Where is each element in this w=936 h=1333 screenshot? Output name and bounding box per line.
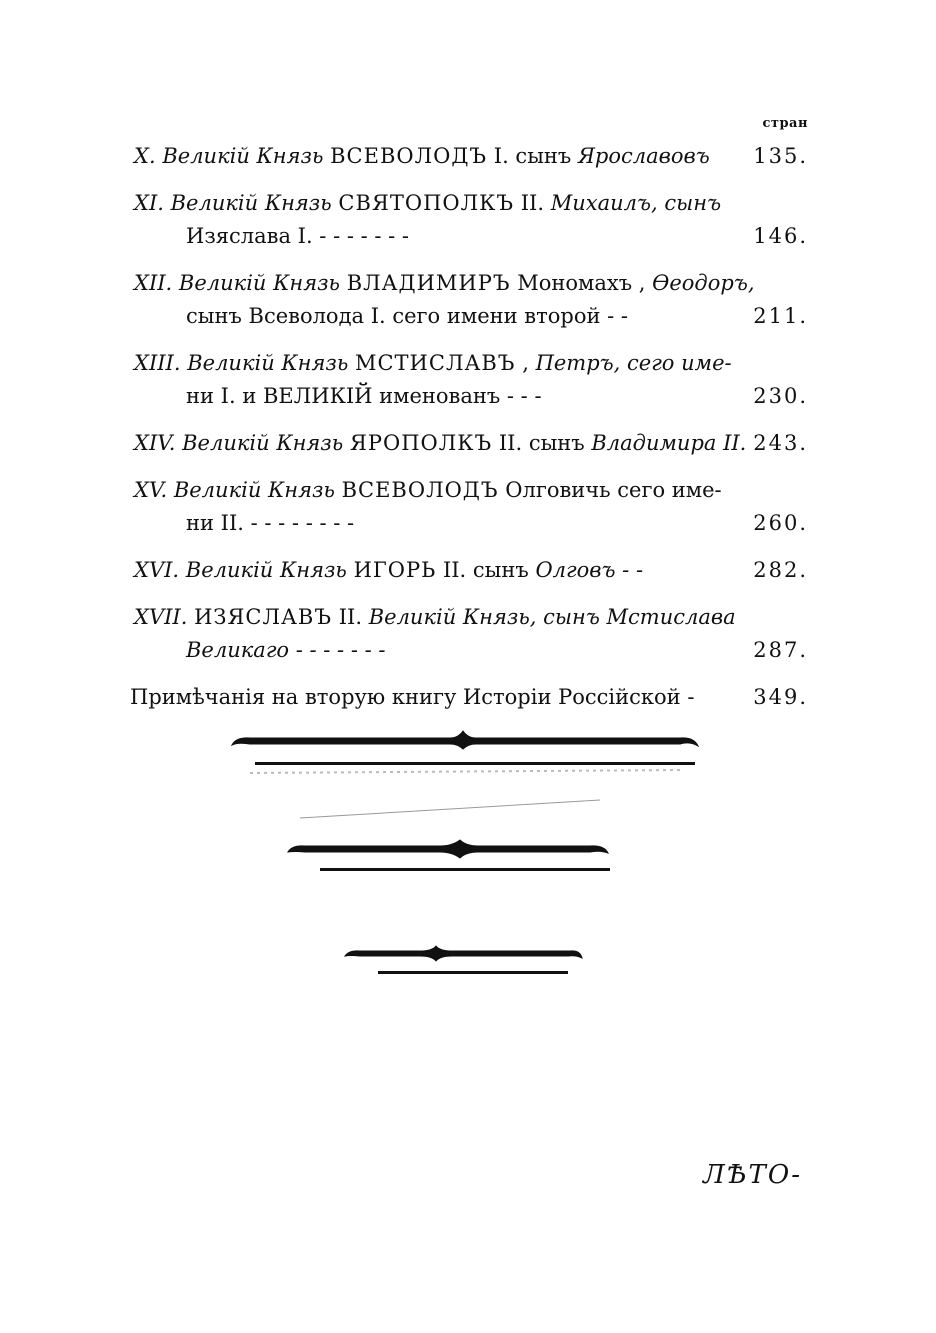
- entry-rest: Олговичь сего име-: [505, 478, 722, 502]
- entry-title: Великій Князь: [185, 558, 347, 582]
- entry-continuation: ни II. - - - - - - - -: [186, 511, 355, 535]
- entry-numeral: XV.: [134, 478, 168, 502]
- entry-title: Великій Князь: [178, 271, 340, 295]
- entry-name: ВСЕВОЛОДЪ: [330, 144, 488, 168]
- entry-numeral: XI.: [134, 191, 164, 215]
- entry-numeral: XIII.: [134, 351, 181, 375]
- entry-tail: Владимира II.: [591, 431, 747, 455]
- entry-continuation: Изяслава I. - - - - - - -: [186, 224, 410, 248]
- entry-page-number: 146.: [753, 224, 808, 248]
- entry-name: СВЯТОПОЛКЪ: [338, 191, 515, 215]
- entry-numeral: XIV.: [134, 431, 176, 455]
- entry-rest: II. сынъ: [442, 558, 529, 582]
- entry-page-number: 230.: [753, 384, 808, 408]
- entry-title: Великій Князь: [162, 144, 324, 168]
- entry-page-number: 211.: [753, 304, 808, 328]
- entry-tail: Олговъ - -: [535, 558, 644, 582]
- entry-name: МСТИСЛАВЪ: [354, 351, 516, 375]
- entry-rest: Мономахъ ,: [517, 271, 646, 295]
- entry-tail: Ярославовъ: [577, 144, 710, 168]
- entry-page-number: 260.: [753, 511, 808, 535]
- entry-tail: Михаилъ, сынъ: [550, 191, 722, 215]
- entry-title: Великій Князь: [182, 431, 344, 455]
- entry-continuation: сынъ Всеволода I. сего имени второй - -: [186, 304, 628, 328]
- entry-name: ЯРОПОЛКЪ: [349, 431, 493, 455]
- entry-page-number: 243.: [753, 431, 808, 455]
- entry-continuation: ни I. и ВЕЛИКІЙ именованъ - - -: [186, 384, 542, 408]
- entry-rest: I. сынъ: [493, 144, 572, 168]
- entry-rest: ,: [522, 351, 529, 375]
- entry-tail: Великій Князь, сынъ Мстислава: [368, 605, 736, 629]
- notes-page-number: 349.: [753, 685, 808, 709]
- entry-rest: II.: [338, 605, 363, 629]
- entry-name: ИГОРЬ: [353, 558, 437, 582]
- entry-tail: Ѳеодоръ,: [652, 271, 755, 295]
- entry-numeral: X.: [134, 144, 156, 168]
- notes-text: Примѣчанія на вторую книгу Исторіи Россійской -: [130, 685, 695, 709]
- entry-title: Великій Князь: [187, 351, 349, 375]
- entry-rest: II. сынъ: [498, 431, 585, 455]
- catchword: ЛѢТО-: [703, 1160, 802, 1190]
- entry-title: Великій Князь: [173, 478, 335, 502]
- entry-name: ИЗЯСЛАВЪ: [194, 605, 333, 629]
- entry-page-number: 282.: [753, 558, 808, 582]
- entry-tail: Петръ, сего име-: [535, 351, 732, 375]
- entry-numeral: XII.: [134, 271, 173, 295]
- entry-continuation: Великаго - - - - - - -: [186, 638, 386, 662]
- entry-page-number: 287.: [753, 638, 808, 662]
- entry-numeral: XVII.: [134, 605, 188, 629]
- entry-name: ВСЕВОЛОДЪ: [341, 478, 499, 502]
- entry-numeral: XVI.: [134, 558, 180, 582]
- entry-page-number: 135.: [753, 144, 808, 168]
- page-column-header: стран: [762, 116, 808, 131]
- entry-rest: II.: [520, 191, 545, 215]
- entry-title: Великій Князь: [170, 191, 332, 215]
- entry-name: ВЛАДИМИРЪ: [346, 271, 511, 295]
